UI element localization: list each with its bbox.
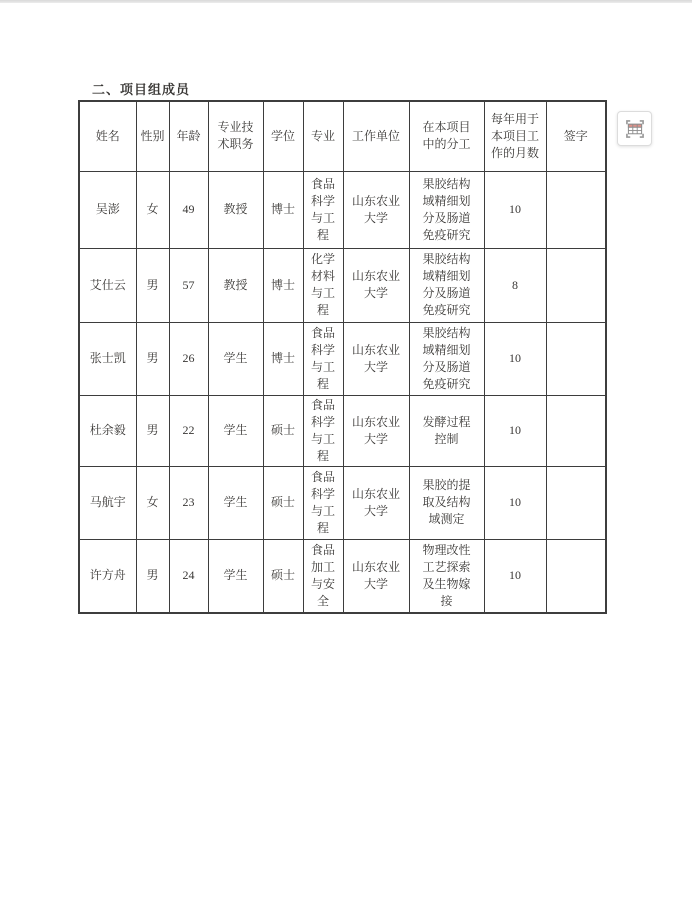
cell-name: 吴澎	[79, 171, 136, 248]
cell-months: 10	[484, 539, 546, 613]
header-months: 每年用于本项目工作的月数	[484, 101, 546, 171]
cell-signature	[546, 248, 606, 322]
project-members-table	[78, 100, 607, 614]
table-row	[79, 539, 606, 613]
header-major: 专业	[303, 101, 343, 171]
section-title: 二、项目组成员	[92, 82, 191, 97]
cell-work-unit: 山东农业大学	[343, 395, 409, 466]
cell-title: 学生	[208, 322, 263, 395]
cell-major: 食品加工与安全	[303, 539, 343, 613]
header-division: 在本项目中的分工	[409, 101, 484, 171]
cell-months: 10	[484, 322, 546, 395]
cell-gender: 男	[136, 322, 169, 395]
cell-age: 23	[169, 466, 208, 539]
cell-gender: 男	[136, 395, 169, 466]
header-gender: 性别	[136, 101, 169, 171]
cell-gender: 男	[136, 539, 169, 613]
cell-name: 艾仕云	[79, 248, 136, 322]
cell-name: 杜余毅	[79, 395, 136, 466]
cell-work-unit: 山东农业大学	[343, 248, 409, 322]
cell-division: 果胶的提取及结构域测定	[409, 466, 484, 539]
cell-age: 49	[169, 171, 208, 248]
cell-signature	[546, 171, 606, 248]
table-row	[79, 322, 606, 395]
cell-title: 学生	[208, 395, 263, 466]
cell-name: 马航宇	[79, 466, 136, 539]
cell-title: 教授	[208, 248, 263, 322]
table-row	[79, 395, 606, 466]
table-row	[79, 171, 606, 248]
table-header-row	[79, 101, 606, 171]
cell-gender: 男	[136, 248, 169, 322]
header-work-unit: 工作单位	[343, 101, 409, 171]
cell-months: 10	[484, 171, 546, 248]
cell-major: 食品科学与工程	[303, 171, 343, 248]
cell-division: 果胶结构域精细划分及肠道免疫研究	[409, 171, 484, 248]
cell-degree: 博士	[263, 322, 303, 395]
cell-degree: 博士	[263, 248, 303, 322]
cell-gender: 女	[136, 171, 169, 248]
cell-signature	[546, 466, 606, 539]
cell-signature	[546, 322, 606, 395]
cell-major: 食品科学与工程	[303, 466, 343, 539]
cell-major: 化学材料与工程	[303, 248, 343, 322]
cell-work-unit: 山东农业大学	[343, 322, 409, 395]
cell-degree: 硕士	[263, 466, 303, 539]
cell-title: 学生	[208, 539, 263, 613]
cell-months: 8	[484, 248, 546, 322]
cell-months: 10	[484, 395, 546, 466]
cell-degree: 硕士	[263, 395, 303, 466]
cell-major: 食品科学与工程	[303, 322, 343, 395]
cell-months: 10	[484, 466, 546, 539]
header-name: 姓名	[79, 101, 136, 171]
cell-degree: 博士	[263, 171, 303, 248]
cell-age: 26	[169, 322, 208, 395]
header-title: 专业技术职务	[208, 101, 263, 171]
cell-name: 许方舟	[79, 539, 136, 613]
table-select-button[interactable]	[617, 111, 652, 146]
cell-gender: 女	[136, 466, 169, 539]
cell-age: 24	[169, 539, 208, 613]
cell-division: 物理改性工艺探索及生物嫁接	[409, 539, 484, 613]
cell-age: 57	[169, 248, 208, 322]
cell-division: 发酵过程控制	[409, 395, 484, 466]
table-select-icon	[624, 118, 646, 140]
cell-work-unit: 山东农业大学	[343, 171, 409, 248]
table-row	[79, 466, 606, 539]
header-age: 年龄	[169, 101, 208, 171]
cell-signature	[546, 395, 606, 466]
cell-signature	[546, 539, 606, 613]
table-row	[79, 248, 606, 322]
cell-work-unit: 山东农业大学	[343, 539, 409, 613]
cell-title: 学生	[208, 466, 263, 539]
cell-major: 食品科学与工程	[303, 395, 343, 466]
cell-title: 教授	[208, 171, 263, 248]
cell-work-unit: 山东农业大学	[343, 466, 409, 539]
cell-division: 果胶结构域精细划分及肠道免疫研究	[409, 248, 484, 322]
top-edge-divider	[0, 0, 692, 3]
cell-degree: 硕士	[263, 539, 303, 613]
cell-name: 张士凯	[79, 322, 136, 395]
header-signature: 签字	[546, 101, 606, 171]
cell-age: 22	[169, 395, 208, 466]
cell-division: 果胶结构域精细划分及肠道免疫研究	[409, 322, 484, 395]
header-degree: 学位	[263, 101, 303, 171]
